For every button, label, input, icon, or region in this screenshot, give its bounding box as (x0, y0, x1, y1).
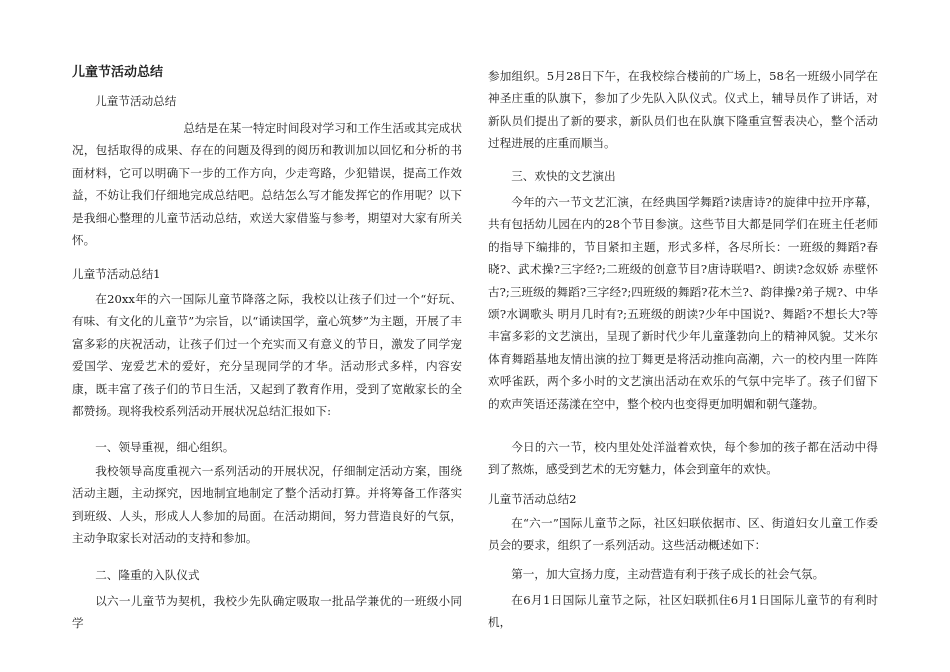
document-subtitle: 儿童节活动总结 (95, 94, 177, 108)
section1-paragraph-4: 今年的六一节文艺汇演，在经典国学舞蹈?读唐诗?的旋律中拉开序幕，共有包括幼儿园在内的28个节目参演。这些节目大都是同学们在班主任老师的指导下编排的，节目紧扣主题，形式多样，各尽所长：一班级的舞蹈?春晓?、武术操?三字经?;二班级的创意节目?唐诗联唱?、朗读?念奴娇 赤壁怀古?;三班级的舞蹈?三字经?;四班级的舞蹈?花木兰?、韵律操?弟子规?、中华颂?水调歌头 明月几时有?;五班级的朗读?少年中国说?、舞蹈?不想长大?等丰富多彩的文艺演出，呈现了新时代少年儿童蓬勃向上的精神风貌。艾米尔体育舞蹈基地友情出演的拉丁舞更是将活动推向高潮，六一的校内里一阵阵欢呼雀跃，两个多小时的文艺演出活动在欢乐的气氛中完毕了。孩子们留下的欢声笑语还荡漾在空中，整个校内也变得更加明媚和朝气蓬勃。 (488, 195, 878, 411)
section1-heading-3: 三、欢快的文艺演出 (511, 169, 616, 183)
intro-paragraph: 总结是在某一特定时间段对学习和工作生活或其完成状况，包括取得的成果、存在的问题及得到的阅历和教训加以回忆和分析的书面材料，它可以明确下一步的工作方向，少走弯路，少犯错误，提高工作效益，不妨让我们仔细地完成总结吧。总结怎么写才能发挥它的作用呢？以下是我细心整理的儿童节活动总结，欢送大家借鉴与参考，期望对大家有所关怀。 (72, 121, 462, 248)
section1-heading-2: 二、隆重的入队仪式 (95, 568, 200, 582)
section2-paragraph-2: 第一，加大宣扬力度，主动营造有利于孩子成长的社会气氛。 (511, 567, 825, 581)
section1-paragraph-2: 我校领导高度重视六一系列活动的开展状况，仔细制定活动方案，围绕活动主题，主动探究，因地制宜地制定了整个活动打算。并将筹备工作落实到班级、人头，形成人人参加的局面。在活动期间，努力营造良好的气氛，主动争取家长对活动的支持和参加。 (72, 464, 462, 546)
section2-paragraph-3: 在6月1日国际儿童节之际，社区妇联抓住6月1日国际儿童节的有利时机， (488, 593, 878, 630)
section1-title: 儿童节活动总结1 (72, 267, 161, 281)
section1-paragraph-5: 今日的六一节，校内里处处洋溢着欢快，每个参加的孩子都在活动中得到了熬炼，感受到艺术的无穷魅力，体会到童年的欢快。 (488, 440, 878, 477)
section1-paragraph-3: 以六一儿童节为契机，我校少先队确定吸取一批品学兼优的一班级小同学 (72, 594, 462, 631)
section2-paragraph-1: 在“六一”国际儿童节之际，社区妇联依据市、区、街道妇女儿童工作委员会的要求，组织了一系列活动。这些活动概述如下： (488, 516, 878, 553)
section2-title: 儿童节活动总结2 (488, 492, 577, 506)
section1-paragraph-3-continued: 参加组织。5月28日下午，在我校综合楼前的广场上，58名一班级小同学在神圣庄重的队旗下，参加了少先队入队仪式。仪式上，辅导员作了讲话，对新队员们提出了新的要求，新队员们也在队旗下隆重宣誓表决心，整个活动过程进展的庄重而顺当。 (488, 69, 878, 151)
section1-paragraph-1: 在20xx年的六一国际儿童节降落之际，我校以让孩子们过一个“好玩、有味、有文化的儿童节”为宗旨，以“诵读国学，童心筑梦”为主题，开展了丰富多彩的庆祝活动，让孩子们过一个充实而又有意义的节日，激发了同学宠爱国学、宠爱艺术的爱好，充分呈现同学的才华。活动形式多样，内容安康，既丰富了孩子们的节日生活，又起到了教育作用，受到了宽敞家长的全都赞扬。现将我校系列活动开展状况总结汇报如下: (72, 292, 462, 419)
section1-heading-1: 一、领导重视，细心组织。 (95, 440, 235, 454)
document-title: 儿童节活动总结 (72, 65, 164, 80)
